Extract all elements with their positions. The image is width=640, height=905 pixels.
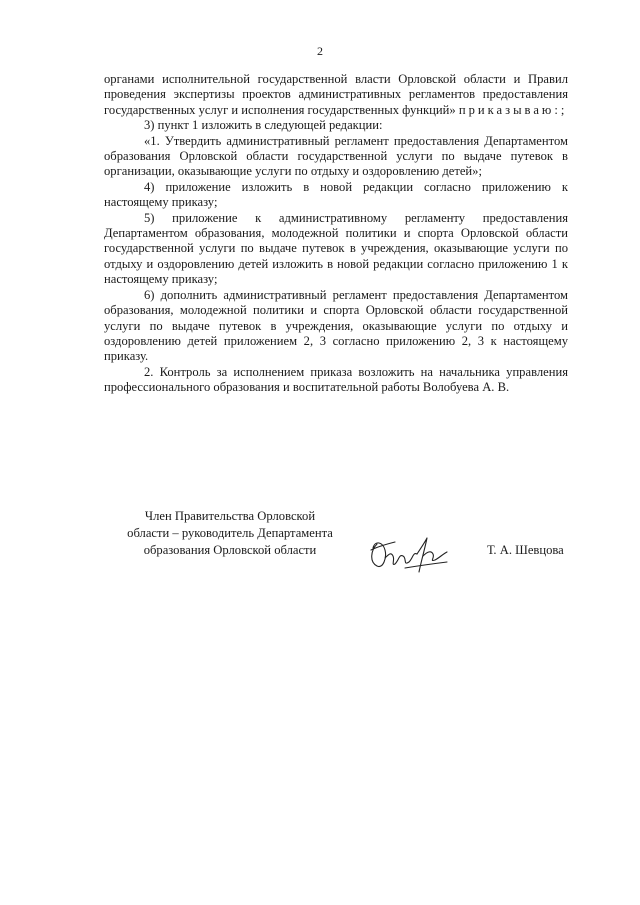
document-body [104,72,568,396]
signatory-title-line: образования Орловской области [143,543,317,557]
paragraph-control: 2. Контроль за исполнением приказа возложить на начальника управления профессионального образования и воспитательной работы Волобуева А. В. [104,364,568,395]
paragraph-item-6: 6) дополнить административный регламент предоставления Департаментом образования, молодежной политики и спорта Орловской области государственной услуги по выдаче путевок в учреждения, оказывающие услуги по отдыху и оздоровлению детей приложением 2, 3 согласно приложению 2, 3 к настоящему приказу. [104,287,568,364]
paragraph-item-3: 3) пункт 1 изложить в следующей редакции: [144,118,383,133]
signatory-title-line: области – руководитель Департамента [127,526,333,540]
handwritten-signature [365,528,455,580]
paragraph-preamble [104,72,568,118]
order-keyword: приказываю: [458,102,561,117]
signer-name: Т. А. Шевцова [487,543,564,557]
signatory-title-line: Член Правительства Орловской [144,509,316,523]
paragraph-suffix: ; [560,102,565,117]
paragraph-text: органами исполнительной государственной власти Орловской области и Правил проведения экспертизы проектов административных регламентов предоставления государственных услуг и исполнения государственных функций» [104,72,568,117]
page-number: 2 [317,44,323,58]
paragraph-quote: «1. Утвердить административный регламент предоставления Департаментом образования Орловской области государственной услуги по выдаче путевок в организации, оказывающие услуги по отдыху и оздоровлению детей»; [104,133,568,179]
signatory-title [110,508,350,559]
paragraph-item-5: 5) приложение к административному регламенту предоставления Департаментом образования, молодежной политики и спорта Орловской области государственной услуги по выдаче путевок в учреждения, оказывающие услуги по отдыху и оздоровлению детей изложить в новой редакции согласно приложению 1 к настоящему приказу; [104,210,568,287]
paragraph-item-4: 4) приложение изложить в новой редакции согласно приложению к настоящему приказу; [104,179,568,210]
